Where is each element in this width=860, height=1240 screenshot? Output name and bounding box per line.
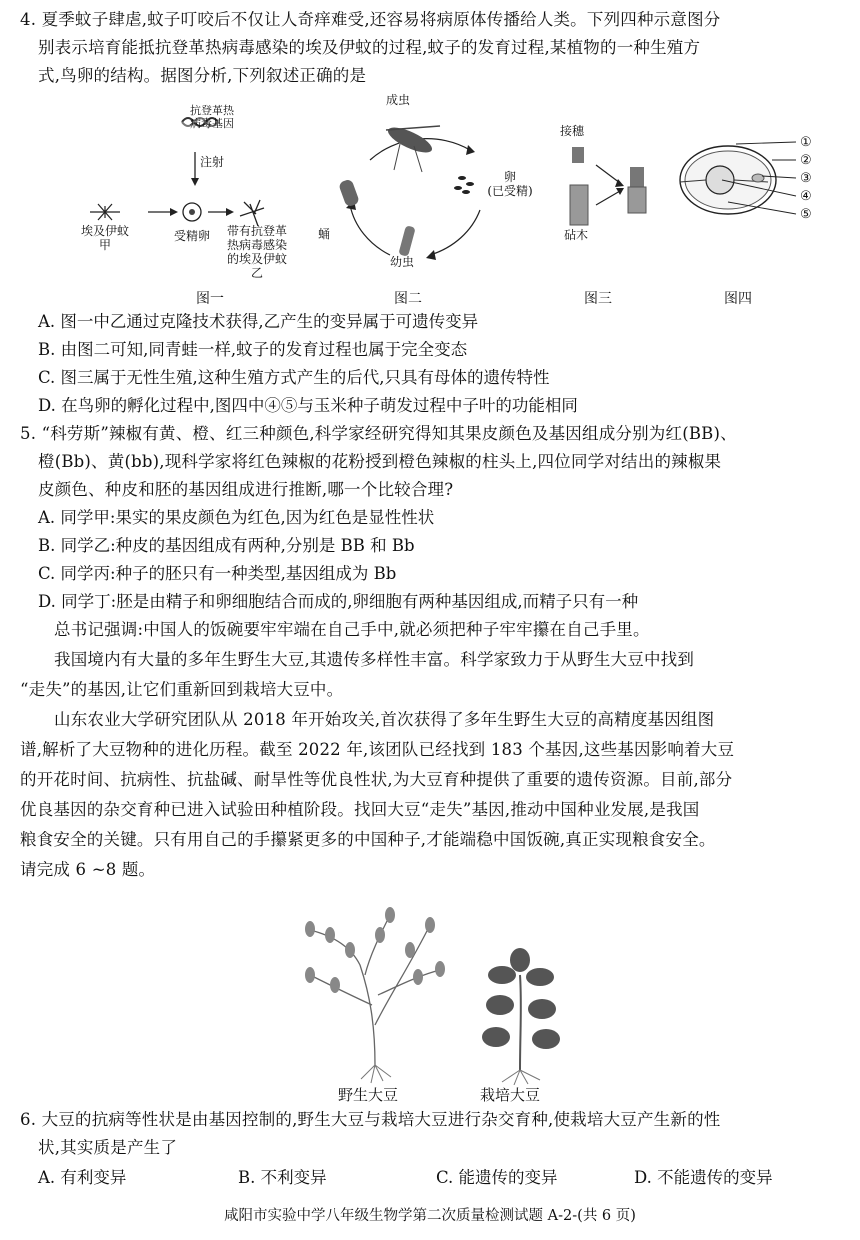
q5-option-b: B. 同学乙:种皮的基因组成有两种,分别是 BB 和 Bb bbox=[38, 536, 415, 555]
figure-4 bbox=[676, 130, 846, 230]
q4-stem-line-3: 式,鸟卵的结构。据图分析,下列叙述正确的是 bbox=[38, 66, 367, 85]
wild-soybean-label: 野生大豆 bbox=[338, 1086, 399, 1104]
gene-label-1: 抗登革热 bbox=[190, 104, 234, 117]
gene-label-2: 病毒基因 bbox=[190, 117, 234, 130]
mosquito-b-label-4: 乙 bbox=[250, 266, 263, 280]
q6-option-a: A. 有利变异 bbox=[38, 1168, 127, 1187]
egg-stage-note: (已受精) bbox=[487, 184, 533, 198]
mosquito-a-label-2: 甲 bbox=[98, 238, 111, 252]
soybean-illustration bbox=[290, 905, 590, 1085]
egg-label: 受精卵 bbox=[173, 229, 210, 243]
egg-part-5: ⑤ bbox=[800, 207, 812, 222]
stock-label: 砧木 bbox=[564, 228, 589, 242]
q6-stem-line-1: 6. 大豆的抗病等性状是由基因控制的,野生大豆与栽培大豆进行杂交育种,使栽培大豆产生新的性 bbox=[20, 1110, 721, 1129]
figure-3-drawing bbox=[560, 125, 670, 245]
inject-label: 注射 bbox=[200, 155, 225, 169]
q6-option-b: B. 不利变异 bbox=[238, 1168, 327, 1187]
adult-label: 成虫 bbox=[386, 93, 411, 107]
egg-part-4: ④ bbox=[800, 189, 812, 204]
pupa-label: 蛹 bbox=[318, 227, 331, 241]
q5-stem-line-1: 5. “科劳斯”辣椒有黄、橙、红三种颜色,科学家经研究得知其果皮颜色及基因组成分别为红(BB)、 bbox=[20, 424, 737, 443]
passage-paragraph-3-line-3: 的开花时间、抗病性、抗盐碱、耐旱性等优良性状,为大豆育种提供了重要的遗传资源。目前,部分 bbox=[20, 770, 733, 789]
egg-part-3: ③ bbox=[800, 171, 812, 186]
q5-option-c: C. 同学丙:种子的胚只有一种类型,基因组成为 Bb bbox=[38, 564, 397, 583]
figure-3 bbox=[560, 125, 670, 245]
passage-paragraph-2-line-1: 我国境内有大量的多年生野生大豆,其遗传多样性丰富。科学家致力于从野生大豆中找到 bbox=[54, 650, 695, 669]
passage-paragraph-3-line-5: 粮食安全的关键。只有用自己的手攥紧更多的中国种子,才能端稳中国饭碗,真正实现粮食安全。 bbox=[20, 830, 716, 849]
caption-figure-2: 图二 bbox=[394, 291, 422, 307]
q4-stem-line-2: 别表示培育能抵抗登革热病毒感染的埃及伊蚊的过程,蚊子的发育过程,某植物的一种生殖方 bbox=[38, 38, 701, 57]
page-footer: 咸阳市实验中学八年级生物学第二次质量检测试题 A-2-(共 6 页) bbox=[224, 1208, 636, 1224]
q5-option-a: A. 同学甲:果实的果皮颜色为红色,因为红色是显性性状 bbox=[38, 508, 435, 527]
passage-paragraph-2-line-2: “走失”的基因,让它们重新回到栽培大豆中。 bbox=[20, 680, 344, 699]
caption-figure-4: 图四 bbox=[724, 291, 752, 307]
mosquito-b-label-2: 热病毒感染 bbox=[226, 238, 287, 252]
q6-option-c: C. 能遗传的变异 bbox=[436, 1168, 558, 1187]
passage-paragraph-3-line-2: 谱,解析了大豆物种的进化历程。截至 2022 年,该团队已经找到 183 个基因,这些基因影响着大豆 bbox=[20, 740, 735, 759]
caption-figure-1: 图一 bbox=[196, 291, 224, 307]
q4-option-b: B. 由图二可知,同青蛙一样,蚊子的发育过程也属于完全变态 bbox=[38, 340, 468, 359]
passage-paragraph-3-line-6: 请完成 6 ~8 题。 bbox=[20, 860, 156, 879]
passage-paragraph-3-line-4: 优良基因的杂交育种已进入试验田种植阶段。找回大豆“走失”基因,推动中国种业发展,是我国 bbox=[20, 800, 700, 819]
q5-stem-line-2: 橙(Bb)、黄(bb),现科学家将红色辣椒的花粉授到橙色辣椒的柱头上,四位同学对结出的辣椒果 bbox=[38, 452, 722, 471]
figure-4-drawing bbox=[676, 130, 846, 230]
q4-stem-line-1: 4. 夏季蚊子肆虐,蚊子叮咬后不仅让人奇痒难受,还容易将病原体传播给人类。下列四种示意图分 bbox=[20, 10, 721, 29]
mosquito-a-label-1: 埃及伊蚊 bbox=[80, 224, 129, 238]
egg-part-2: ② bbox=[800, 153, 812, 168]
caption-figure-3: 图三 bbox=[584, 291, 612, 307]
passage-paragraph-1: 总书记强调:中国人的饭碗要牢牢端在自己手中,就必须把种子牢牢攥在自己手里。 bbox=[54, 620, 650, 639]
q6-option-d: D. 不能遗传的变异 bbox=[634, 1168, 773, 1187]
passage-paragraph-3-line-1: 山东农业大学研究团队从 2018 年开始攻关,首次获得了多年生野生大豆的高精度基因组图 bbox=[54, 710, 715, 729]
egg-part-1: ① bbox=[800, 135, 812, 150]
q4-option-c: C. 图三属于无性生殖,这种生殖方式产生的后代,只具有母体的遗传特性 bbox=[38, 368, 550, 387]
figure-1 bbox=[60, 100, 320, 290]
q5-option-d: D. 同学丁:胚是由精子和卵细胞结合而成的,卵细胞有两种基因组成,而精子只有一种 bbox=[38, 592, 639, 611]
scion-label: 接穗 bbox=[560, 124, 585, 138]
mosquito-b-label-3: 的埃及伊蚊 bbox=[226, 252, 287, 266]
mosquito-b-label-1: 带有抗登革 bbox=[226, 224, 287, 238]
soybean-drawing bbox=[290, 905, 590, 1085]
larva-label: 幼虫 bbox=[390, 255, 415, 269]
cultivated-soybean-label: 栽培大豆 bbox=[480, 1086, 541, 1104]
figure-2 bbox=[310, 93, 540, 290]
q6-stem-line-2: 状,其实质是产生了 bbox=[38, 1138, 178, 1157]
q4-option-a: A. 图一中乙通过克隆技术获得,乙产生的变异属于可遗传变异 bbox=[38, 312, 479, 331]
q5-stem-line-3: 皮颜色、种皮和胚的基因组成进行推断,哪一个比较合理? bbox=[38, 480, 454, 499]
egg-stage-label: 卵 bbox=[503, 170, 516, 184]
q4-option-d: D. 在鸟卵的孵化过程中,图四中④⑤与玉米种子萌发过程中子叶的功能相同 bbox=[38, 396, 578, 415]
